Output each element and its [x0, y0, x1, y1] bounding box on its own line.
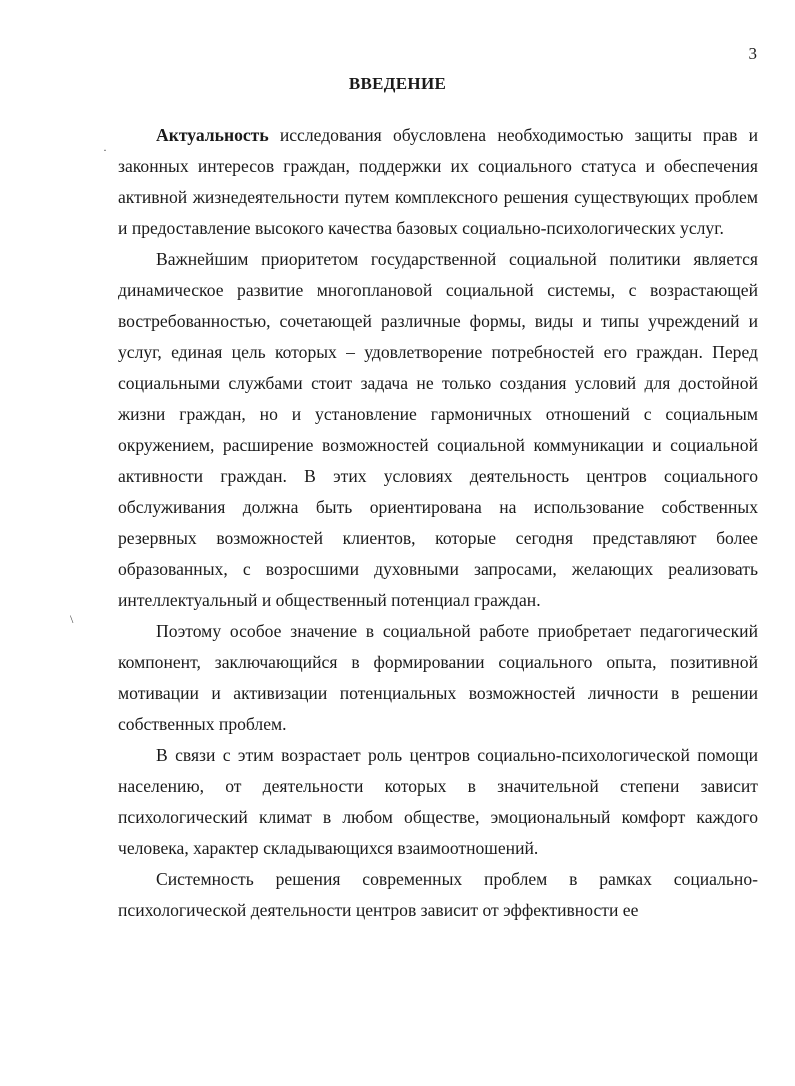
paragraph-relevance	[118, 120, 758, 244]
paragraph-centers-role	[118, 740, 758, 864]
paragraph-priority	[118, 244, 758, 616]
body-text	[118, 120, 758, 926]
scan-speck: \	[70, 612, 74, 626]
page-title: ВВЕДЕНИЕ	[348, 74, 447, 93]
scan-speck: ·	[103, 143, 107, 157]
paragraph-text: исследования обусловлена необходимостью защиты прав и законных интересов граждан, поддержки их социального статуса и обеспечения активной жизнедеятельности путем комплексного решения существующих проблем и предоставление высокого качества базовых социально-психологических услуг.	[118, 125, 758, 238]
paragraph-text: Важнейшим приоритетом государственной социальной политики является динамическое развитие многоплановой социальной системы, с возрастающей востребованностью, сочетающей различные формы, виды и типы учреждений и услуг, единая цель которых – удовлетворение потребностей его граждан. Перед социальными службами стоит задача не только создания условий для достойной жизни граждан, но и установление гармоничных отношений с социальным окружением, расширение возможностей социальной коммуникации и социальной активности граждан. В этих условиях деятельность центров социального обслуживания должна быть ориентирована на использование собственных резервных возможностей клиентов, которые сегодня представляют более образованных, с возросшими духовными запросами, желающих реализовать интеллектуальный и общественный потенциал граждан.	[118, 249, 758, 610]
paragraph-lead: Актуальность	[156, 125, 269, 145]
paragraph-systemic	[118, 864, 758, 926]
paragraph-text: Системность решения современных проблем в рамках социально-психологической деятельности центров зависит от эффективности ее	[118, 869, 758, 920]
paragraph-text: В связи с этим возрастает роль центров социально-психологической помощи населению, от деятельности которых в значительной степени зависит психологический климат в любом обществе, эмоциональный комфорт каждого человека, характер складывающихся взаимоотношений.	[118, 745, 758, 858]
paragraph-pedagogy	[118, 616, 758, 740]
page-number: 3	[748, 44, 757, 63]
paragraph-text: Поэтому особое значение в социальной работе приобретает педагогический компонент, заключающийся в формировании социального опыта, позитивной мотивации и активизации потенциальных возможностей личности в решении собственных проблем.	[118, 621, 758, 734]
